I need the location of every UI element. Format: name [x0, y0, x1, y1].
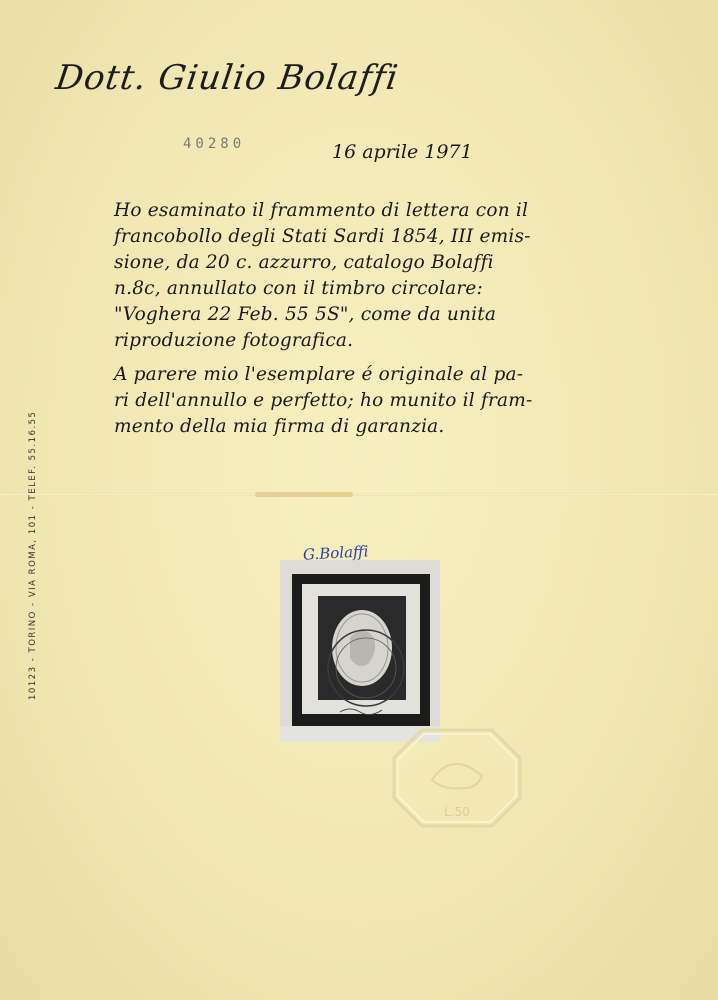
tape-mark — [255, 492, 353, 497]
seal-shape — [392, 728, 522, 828]
paragraph-examination — [114, 198, 594, 354]
certificate-body — [114, 198, 594, 440]
certificate-date: 16 aprile 1971 — [332, 141, 473, 163]
body-line: sione, da 20 c. azzurro, catalogo Bolaffi — [114, 252, 494, 273]
side-address: 10123 - TORINO - VIA ROMA, 101 - TELEF. 55.16.55 — [28, 410, 38, 700]
body-line: "Voghera 22 Feb. 55 5S", come da unita — [114, 304, 497, 325]
letterhead-name: Dott. Giulio Bolaffi — [53, 58, 402, 98]
body-line: mento della mia firma di garanzia. — [114, 416, 445, 437]
stamp-photograph — [280, 560, 440, 742]
body-line: francobollo degli Stati Sardi 1854, III emis- — [114, 226, 531, 247]
photo-signature: G.Bolaffi — [302, 542, 369, 564]
stamp-image — [280, 560, 440, 742]
body-line: A parere mio l'esemplare é originale al pa- — [114, 364, 524, 385]
body-line: riproduzione fotografica. — [114, 330, 354, 351]
paper-fold — [0, 493, 718, 496]
paragraph-opinion — [114, 362, 594, 440]
body-line: ri dell'annullo e perfetto; ho munito il fram- — [114, 390, 533, 411]
body-line: Ho esaminato il frammento di lettera con il — [114, 200, 529, 221]
seal-value: L.50 — [444, 805, 470, 819]
embossed-seal — [392, 728, 522, 832]
body-line: n.8c, annullato con il timbro circolare: — [114, 278, 483, 299]
reference-number: 40280 — [183, 136, 246, 152]
